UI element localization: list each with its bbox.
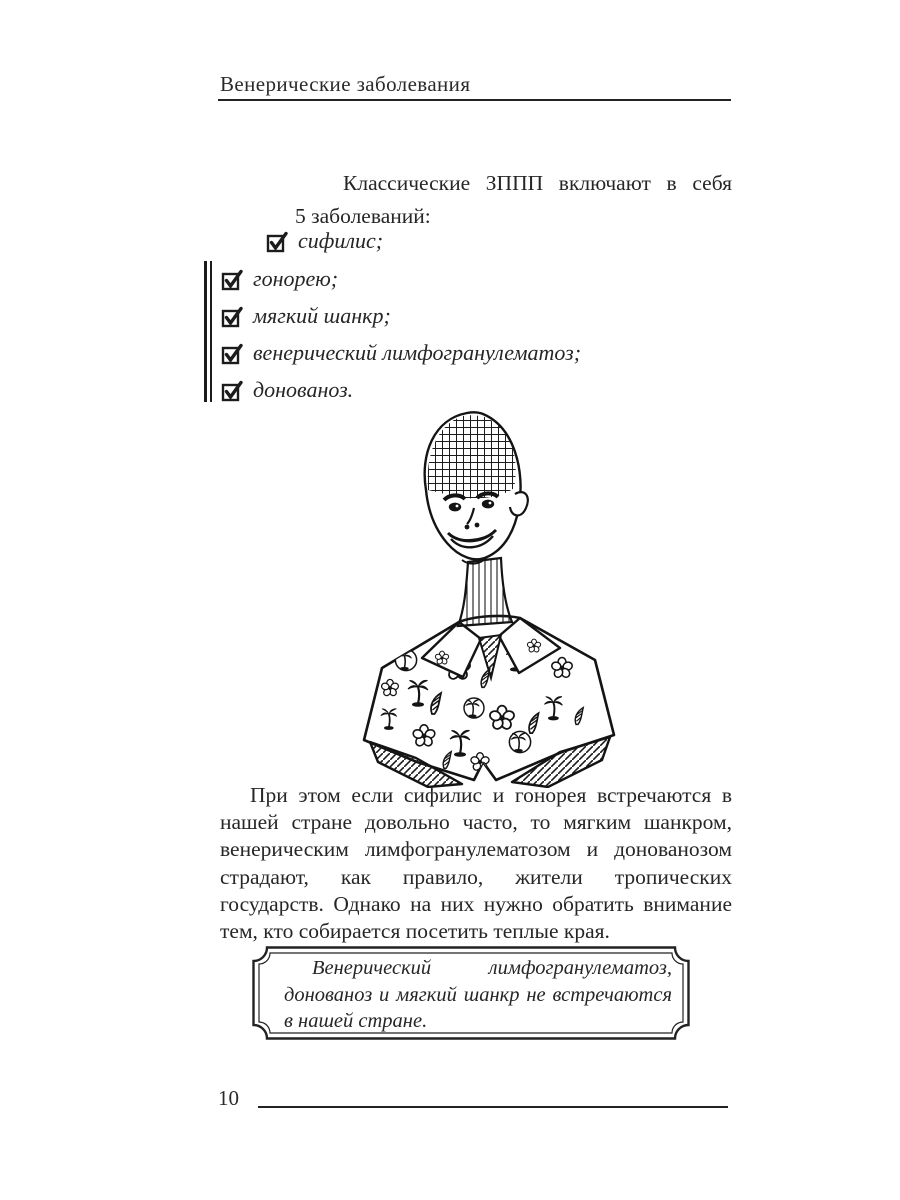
checklist-item-label: гонорею; — [253, 266, 339, 291]
note-text: Венерический лимфогранулематоз, донованоз и мягкий шанкр не встречаются в нашей стране. — [284, 957, 672, 1032]
page-number: 10 — [218, 1086, 239, 1110]
checked-checkbox-icon — [221, 379, 244, 402]
checklist-item-label: венерический лимфогранулематоз; — [253, 340, 582, 365]
checklist-item — [221, 266, 338, 292]
checklist-item — [221, 377, 353, 403]
checklist-item-label: донованоз. — [253, 377, 354, 402]
intro-line1-text: Классические ЗППП включают в себя — [343, 171, 732, 195]
intro-paragraph-line1 — [295, 171, 732, 196]
list-margin-double-rule — [204, 261, 212, 402]
tropical-man-drawing — [362, 410, 618, 788]
body-paragraph: При этом если сифилис и гонорея встречаются в нашей стране довольно часто, то мягким шанкром, венерическим лимфогранулематозом и донованозом страдают, как правило, жители тропических государств. Однако на них нужно обратить внимание тем, кто собирается посетить теплые края. — [220, 783, 732, 944]
checked-checkbox-icon — [221, 305, 244, 328]
checked-checkbox-icon — [266, 230, 289, 253]
checklist-item-label: мягкий шанкр; — [253, 303, 391, 328]
checked-checkbox-icon — [221, 268, 244, 291]
checklist-item — [221, 340, 581, 366]
man-in-tropical-shirt-illustration — [362, 410, 618, 788]
checklist-item — [221, 303, 391, 329]
running-title: Венерические заболевания — [220, 72, 471, 96]
intro-paragraph-line2: 5 заболеваний: — [295, 204, 431, 228]
footer-rule — [258, 1106, 728, 1108]
checklist-item-label: сифилис; — [298, 228, 384, 253]
note-box — [252, 946, 690, 1040]
checklist-item — [266, 228, 383, 254]
header-rule — [218, 99, 731, 101]
checked-checkbox-icon — [221, 342, 244, 365]
